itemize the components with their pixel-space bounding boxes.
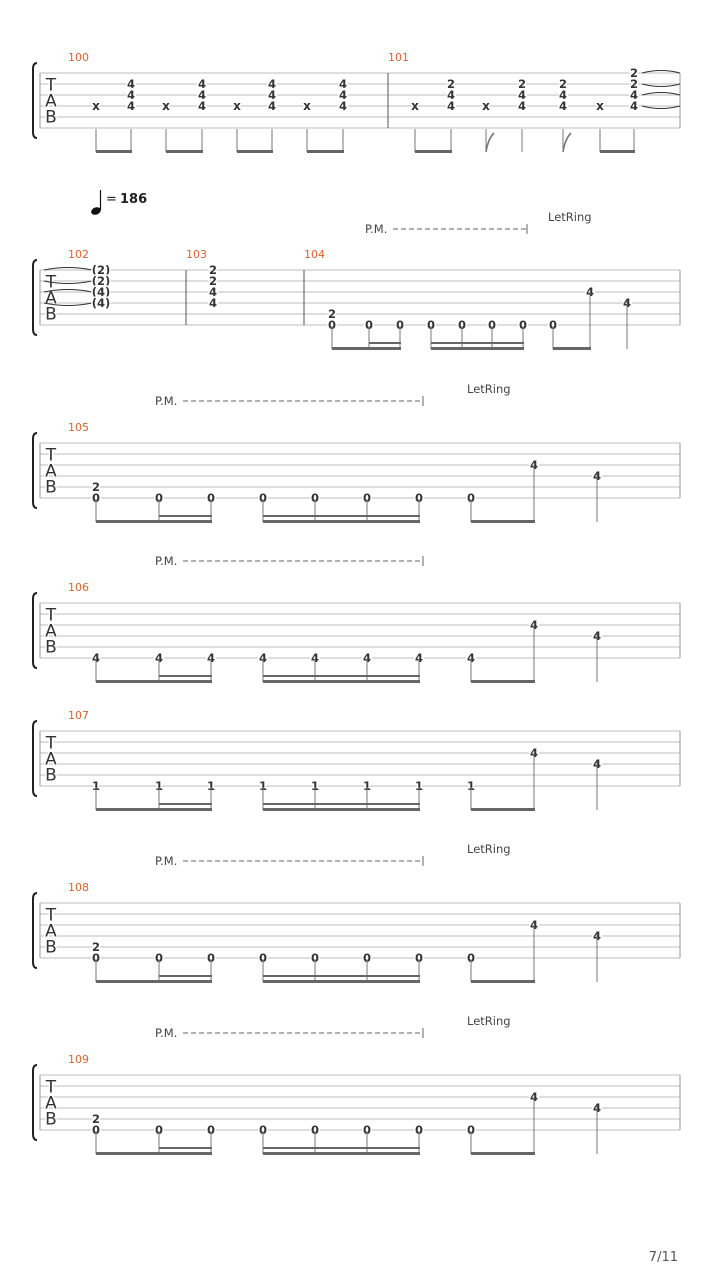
fret-number: 4 [517, 99, 527, 113]
dead-note: x [233, 99, 241, 113]
page-number: 7/11 [648, 1250, 678, 1265]
fret-number: 4 [267, 88, 277, 102]
fret-number: 4 [517, 88, 527, 102]
palm-mute-label: P.M. [155, 1026, 178, 1040]
note-beam [471, 520, 535, 523]
note-beam-secondary [159, 975, 212, 977]
fret-number: 4 [91, 651, 101, 665]
dead-note: x [303, 99, 311, 113]
fret-number: 4 [622, 296, 632, 310]
fret-number: 4 [629, 88, 639, 102]
note-beam-secondary [159, 675, 212, 677]
fret-number: 4 [529, 458, 539, 472]
fret-number: 2 [91, 480, 101, 494]
fret-number: 2 [208, 274, 218, 288]
fret-number: 4 [592, 629, 602, 643]
tab-clef-letter: B [45, 765, 57, 786]
note-beam [237, 150, 273, 153]
tab-clef-letter: A [45, 461, 57, 482]
fret-number: 2 [629, 66, 639, 80]
fret-number: 4 [558, 99, 568, 113]
fret-number: 4 [208, 285, 218, 299]
note-beam-secondary [263, 803, 420, 805]
note-flag [486, 133, 494, 152]
bar-number: 100 [68, 51, 89, 64]
fret-number: (2) [91, 263, 111, 277]
fret-number: 4 [338, 88, 348, 102]
fret-number: 2 [558, 77, 568, 91]
note-beam [471, 808, 535, 811]
tab-clef-letter: A [45, 621, 57, 642]
fret-number: 1 [154, 779, 164, 793]
fret-number: 0 [258, 951, 268, 965]
fret-number: 4 [338, 99, 348, 113]
fret-number: 1 [206, 779, 216, 793]
bar-number: 104 [304, 248, 325, 261]
fret-number: 0 [414, 491, 424, 505]
note-beam [96, 680, 212, 683]
note-beam [96, 520, 212, 523]
fret-number: 0 [91, 951, 101, 965]
fret-number: 0 [154, 1123, 164, 1137]
note-beam [96, 1152, 212, 1155]
fret-number: 4 [154, 651, 164, 665]
bar-number: 103 [186, 248, 207, 261]
fret-number: 1 [310, 779, 320, 793]
fret-number: 4 [592, 757, 602, 771]
fret-number: 4 [529, 746, 539, 760]
let-ring-label: LetRing [467, 382, 511, 396]
fret-number: 0 [310, 1123, 320, 1137]
palm-mute-label: P.M. [365, 222, 388, 236]
fret-number: 0 [258, 491, 268, 505]
fret-number: 0 [362, 1123, 372, 1137]
note-beam [263, 808, 420, 811]
fret-number: 4 [126, 88, 136, 102]
fret-number: 2 [517, 77, 527, 91]
note-beam [307, 150, 344, 153]
fret-number: 0 [466, 491, 476, 505]
bar-number: 102 [68, 248, 89, 261]
note-beam-secondary [263, 675, 420, 677]
fret-number: 0 [310, 951, 320, 965]
tab-clef-letter: T [45, 75, 57, 96]
bar-number: 109 [68, 1053, 89, 1066]
fret-number: (4) [91, 296, 111, 310]
fret-number: 4 [446, 99, 456, 113]
fret-number: 0 [154, 491, 164, 505]
fret-number: 0 [548, 318, 558, 332]
fret-number: 4 [592, 469, 602, 483]
system-bracket [33, 893, 37, 968]
fret-number: 4 [466, 651, 476, 665]
fret-number: 1 [362, 779, 372, 793]
note-beam [96, 980, 212, 983]
fret-number: 0 [206, 1123, 216, 1137]
tab-clef-letter: T [45, 733, 57, 754]
tab-clef-letter: T [45, 445, 57, 466]
fret-number: 0 [310, 491, 320, 505]
note-beam [263, 680, 420, 683]
note-beam [553, 347, 591, 350]
tab-clef-letter: B [45, 637, 57, 658]
note-beam-secondary [431, 342, 524, 344]
note-beam [415, 150, 452, 153]
note-beam-secondary [159, 1147, 212, 1149]
note-beam-secondary [159, 803, 212, 805]
tab-clef-letter: A [45, 91, 57, 112]
fret-number: 4 [126, 77, 136, 91]
fret-number: 2 [91, 940, 101, 954]
fret-number: 4 [208, 296, 218, 310]
let-ring-label: LetRing [467, 1014, 511, 1028]
bar-number: 101 [388, 51, 409, 64]
fret-number: 0 [362, 491, 372, 505]
tab-clef-letter: B [45, 477, 57, 498]
fret-number: 2 [91, 1112, 101, 1126]
system-bracket [33, 260, 37, 335]
tab-clef-letter: T [45, 1077, 57, 1098]
fret-number: 1 [414, 779, 424, 793]
fret-number: 4 [267, 77, 277, 91]
tempo-bpm: 186 [120, 192, 148, 207]
system-bracket [33, 593, 37, 668]
note-beam [96, 808, 212, 811]
fret-number: 1 [466, 779, 476, 793]
dead-note: x [92, 99, 100, 113]
system-bracket [33, 63, 37, 138]
tab-clef-letter: B [45, 1109, 57, 1130]
tab-clef-letter: B [45, 304, 57, 325]
fret-number: 0 [466, 951, 476, 965]
fret-number: 4 [585, 285, 595, 299]
note-beam [431, 347, 524, 350]
fret-number: (2) [91, 274, 111, 288]
bar-number: 107 [68, 709, 89, 722]
tab-clef-letter: T [45, 272, 57, 293]
note-beam [263, 980, 420, 983]
fret-number: 4 [446, 88, 456, 102]
dead-note: x [482, 99, 490, 113]
note-beam [471, 980, 535, 983]
note-beam [96, 150, 132, 153]
fret-number: 4 [310, 651, 320, 665]
note-beam-secondary [263, 975, 420, 977]
fret-number: 0 [258, 1123, 268, 1137]
dead-note: x [411, 99, 419, 113]
tab-clef-letter: A [45, 1093, 57, 1114]
note-beam-secondary [263, 1147, 420, 1149]
note-beam [332, 347, 401, 350]
fret-number: 4 [592, 1101, 602, 1115]
system-bracket [33, 721, 37, 796]
fret-number: 0 [457, 318, 467, 332]
fret-number: 4 [258, 651, 268, 665]
fret-number: 0 [466, 1123, 476, 1137]
palm-mute-label: P.M. [155, 854, 178, 868]
dead-note: x [162, 99, 170, 113]
note-beam [166, 150, 203, 153]
fret-number: 4 [126, 99, 136, 113]
fret-number: 0 [327, 318, 337, 332]
bar-number: 108 [68, 881, 89, 894]
let-ring-label: LetRing [548, 210, 592, 224]
note-beam [471, 1152, 535, 1155]
fret-number: 2 [327, 307, 337, 321]
note-beam-secondary [369, 342, 401, 344]
tab-clef-letter: B [45, 107, 57, 128]
fret-number: 0 [395, 318, 405, 332]
fret-number: (4) [91, 285, 111, 299]
fret-number: 4 [529, 1090, 539, 1104]
fret-number: 4 [362, 651, 372, 665]
note-beam [263, 520, 420, 523]
tempo-equals: = [106, 192, 117, 207]
note-beam-secondary [263, 515, 420, 517]
tab-clef-letter: T [45, 905, 57, 926]
tab-clef-letter: A [45, 921, 57, 942]
fret-number: 0 [91, 1123, 101, 1137]
bar-number: 105 [68, 421, 89, 434]
let-ring-label: LetRing [467, 842, 511, 856]
fret-number: 0 [206, 951, 216, 965]
palm-mute-label: P.M. [155, 554, 178, 568]
fret-number: 4 [197, 77, 207, 91]
fret-number: 0 [206, 491, 216, 505]
fret-number: 0 [414, 951, 424, 965]
note-beam [471, 680, 535, 683]
note-beam [600, 150, 635, 153]
tab-clef-letter: T [45, 605, 57, 626]
fret-number: 4 [629, 99, 639, 113]
fret-number: 0 [154, 951, 164, 965]
fret-number: 4 [529, 918, 539, 932]
fret-number: 4 [206, 651, 216, 665]
dead-note: x [596, 99, 604, 113]
fret-number: 4 [558, 88, 568, 102]
bar-number: 106 [68, 581, 89, 594]
note-beam [263, 1152, 420, 1155]
note-flag [563, 133, 571, 152]
system-bracket [33, 1065, 37, 1140]
fret-number: 4 [197, 99, 207, 113]
fret-number: 4 [197, 88, 207, 102]
fret-number: 0 [518, 318, 528, 332]
fret-number: 2 [446, 77, 456, 91]
tab-clef-letter: A [45, 749, 57, 770]
fret-number: 0 [426, 318, 436, 332]
fret-number: 0 [414, 1123, 424, 1137]
tab-clef-letter: B [45, 937, 57, 958]
fret-number: 4 [592, 929, 602, 943]
fret-number: 1 [91, 779, 101, 793]
fret-number: 1 [258, 779, 268, 793]
fret-number: 4 [529, 618, 539, 632]
fret-number: 4 [414, 651, 424, 665]
tab-clef-letter: A [45, 288, 57, 309]
palm-mute-label: P.M. [155, 394, 178, 408]
fret-number: 2 [629, 77, 639, 91]
fret-number: 4 [338, 77, 348, 91]
fret-number: 2 [208, 263, 218, 277]
fret-number: 0 [362, 951, 372, 965]
fret-number: 4 [267, 99, 277, 113]
note-beam-secondary [159, 515, 212, 517]
fret-number: 0 [364, 318, 374, 332]
fret-number: 0 [487, 318, 497, 332]
system-bracket [33, 433, 37, 508]
fret-number: 0 [91, 491, 101, 505]
